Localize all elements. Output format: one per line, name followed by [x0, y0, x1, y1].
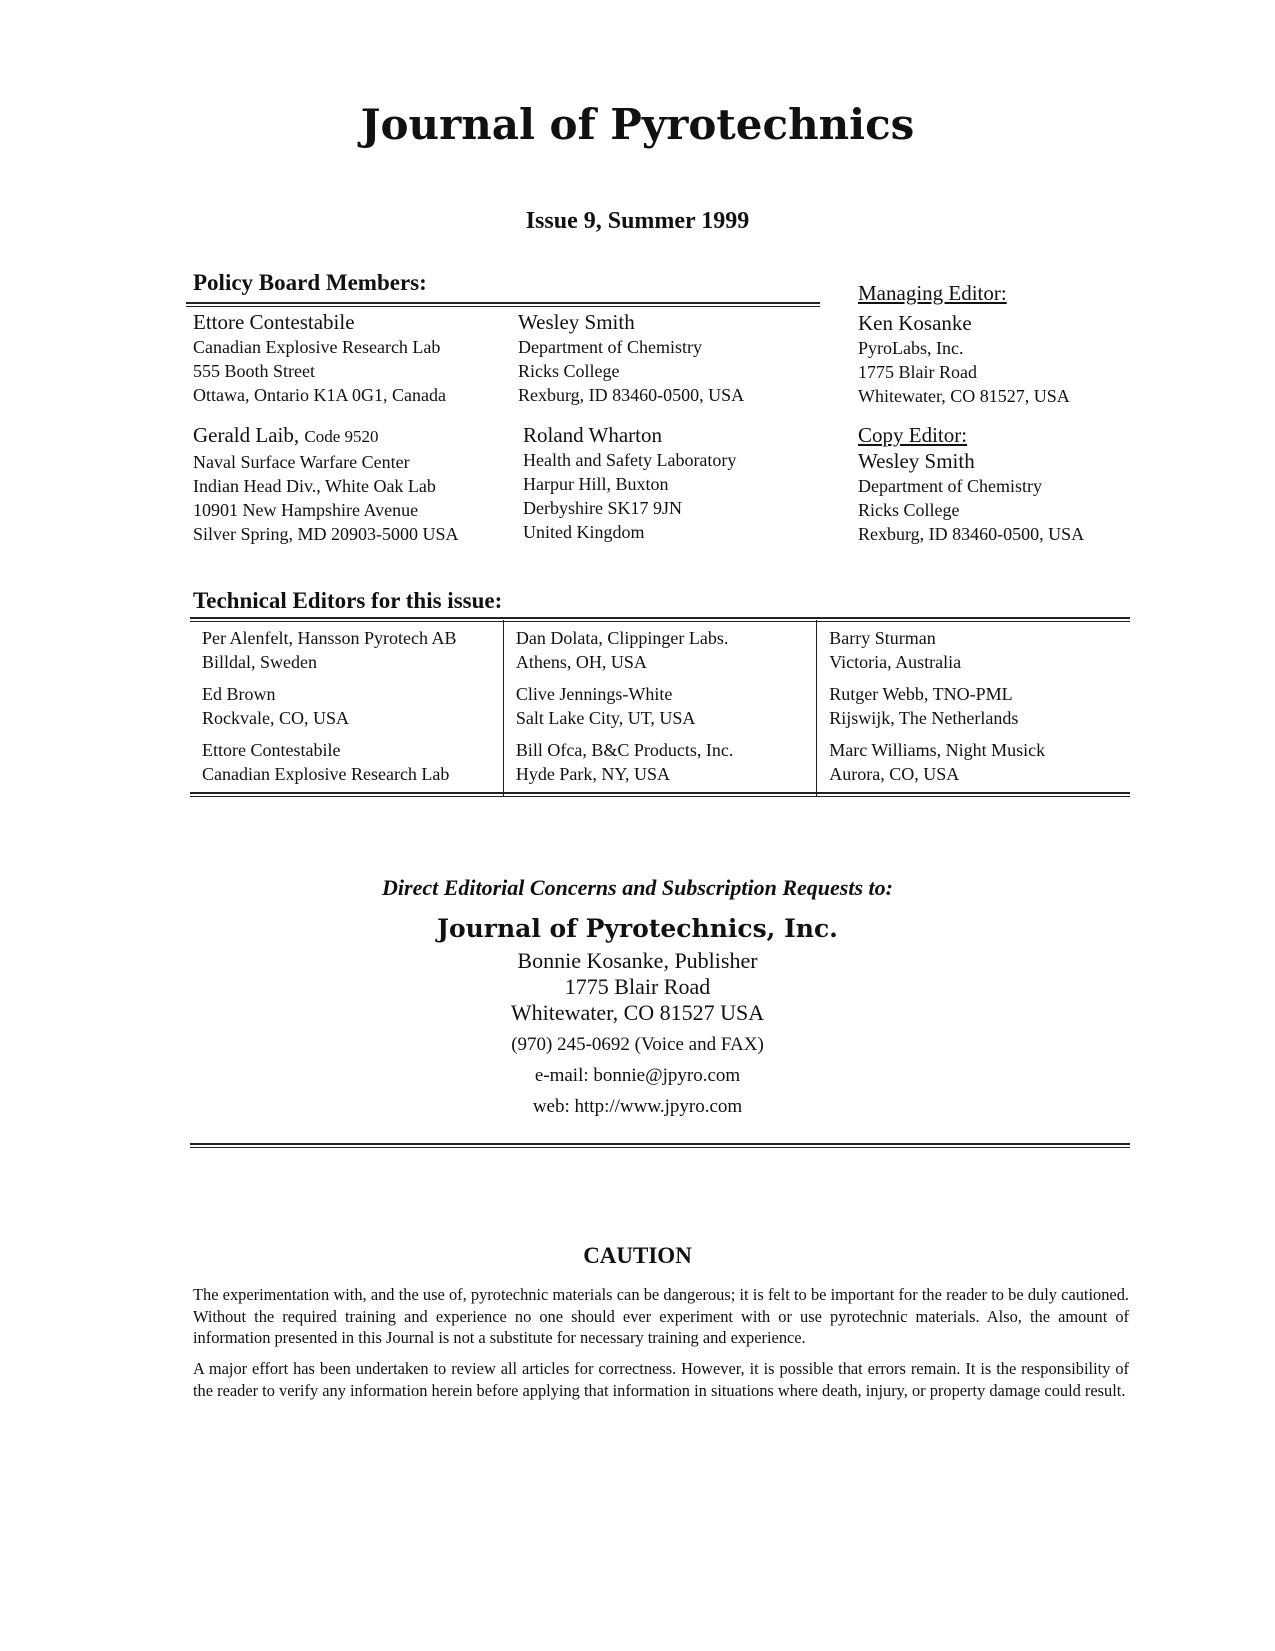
- publisher-phone: (970) 245-0692 (Voice and FAX): [511, 1034, 764, 1055]
- member-address-line: Canadian Explosive Research Lab: [193, 337, 441, 357]
- editor-location: Victoria, Australia: [829, 652, 962, 672]
- member-name-row: [193, 422, 513, 450]
- caution-paragraph: A major effort has been undertaken to review all articles for correctness. However, it is possible that errors remain. It is the responsibility of the reader to verify any information herein before applying that information in situations where death, injury, or property damage could result.: [193, 1359, 1129, 1400]
- copy-editor-line: Rexburg, ID 83460-0500, USA: [858, 524, 1085, 544]
- member-address-line: United Kingdom: [523, 522, 645, 542]
- editor-name: Clive Jennings-White: [515, 684, 673, 704]
- editor-location: Aurora, CO, USA: [829, 764, 960, 784]
- copy-editor-block: [858, 423, 1188, 546]
- editor-name: Dan Dolata, Clippinger Labs.: [515, 628, 729, 648]
- member-address-line: Health and Safety Laboratory: [523, 450, 737, 470]
- list-item: [202, 682, 493, 730]
- list-item: [516, 626, 806, 674]
- issue-line: Issue 9, Summer 1999: [525, 208, 750, 234]
- list-item: [516, 738, 806, 786]
- direct-requests-line: Direct Editorial Concerns and Subscription Requests to:: [382, 875, 893, 900]
- member-address-line: Derbyshire SK17 9JN: [523, 498, 682, 518]
- member-name: Wesley Smith: [518, 310, 635, 334]
- publisher-line: Whitewater, CO 81527 USA: [510, 1000, 765, 1025]
- list-item: [829, 738, 1120, 786]
- list-item: [202, 738, 493, 786]
- policy-board-heading: Policy Board Members:: [193, 270, 427, 295]
- table-row: [190, 620, 1130, 796]
- list-item: [516, 682, 806, 730]
- editor-name: Barry Sturman: [829, 628, 936, 648]
- member-address-line: Ottawa, Ontario K1A 0G1, Canada: [193, 385, 446, 405]
- member-name: Roland Wharton: [523, 423, 663, 447]
- managing-editor-block: [858, 281, 1188, 408]
- publisher-line: Bonnie Kosanke, Publisher: [517, 948, 758, 973]
- caution-paragraph: The experimentation with, and the use of, pyrotechnic materials can be dangerous; it is felt to be important for the reader to be duly cautioned. Without the required training and experience no one should ever experiment with or use pyrotechnic materials. Also, the amount of information presented in this Journal is not a substitute for necessary training and experience.: [193, 1285, 1129, 1347]
- managing-editor-name: Ken Kosanke: [858, 311, 972, 335]
- journal-title: Journal of Pyrotechnics: [360, 100, 915, 149]
- editor-location: Hyde Park, NY, USA: [515, 764, 671, 784]
- publisher-address: [0, 948, 1275, 1026]
- publisher-email[interactable]: e-mail: bonnie@jpyro.com: [534, 1065, 741, 1086]
- member-address-line: Department of Chemistry: [518, 337, 702, 357]
- member-name: Gerald Laib,: [193, 423, 300, 447]
- managing-editor-heading: Managing Editor:: [858, 281, 1007, 305]
- editor-name: Marc Williams, Night Musick: [829, 740, 1046, 760]
- editor-name: Bill Ofca, B&C Products, Inc.: [515, 740, 734, 760]
- member-address-line: Naval Surface Warfare Center: [193, 452, 410, 472]
- editor-location: Billdal, Sweden: [202, 652, 317, 672]
- publisher-line: 1775 Blair Road: [564, 974, 711, 999]
- editor-location: Rockvale, CO, USA: [202, 708, 349, 728]
- managing-editor-line: 1775 Blair Road: [858, 362, 977, 382]
- editor-name: Ed Brown: [202, 684, 276, 704]
- policy-member-wharton: [523, 422, 823, 544]
- policy-member-laib: [193, 422, 513, 546]
- member-address-line: Rexburg, ID 83460-0500, USA: [518, 385, 745, 405]
- copy-editor-name: Wesley Smith: [858, 449, 975, 473]
- policy-board-rule: [186, 302, 820, 307]
- editor-name: Rutger Webb, TNO-PML: [829, 684, 1013, 704]
- copy-editor-line: Ricks College: [858, 500, 960, 520]
- member-address-line: Ricks College: [518, 361, 620, 381]
- publisher-web[interactable]: web: http://www.jpyro.com: [532, 1096, 743, 1117]
- technical-editors-column: [503, 620, 816, 796]
- list-item: [202, 626, 493, 674]
- caution-heading: CAUTION: [583, 1243, 692, 1268]
- member-address-line: 10901 New Hampshire Avenue: [193, 500, 419, 520]
- technical-editors-column: [190, 620, 503, 796]
- editor-name: Ettore Contestabile: [202, 740, 341, 760]
- copy-editor-line: Department of Chemistry: [858, 476, 1042, 496]
- copy-editor-heading: Copy Editor:: [858, 423, 968, 447]
- technical-editors-bottom-rule: [190, 792, 1130, 797]
- editor-location: Canadian Explosive Research Lab: [202, 764, 450, 784]
- technical-editors-table: [190, 620, 1130, 796]
- member-address-line: Harpur Hill, Buxton: [523, 474, 669, 494]
- editor-location: Salt Lake City, UT, USA: [515, 708, 696, 728]
- editor-location: Athens, OH, USA: [515, 652, 647, 672]
- list-item: [829, 626, 1120, 674]
- policy-member-smith: [518, 309, 818, 407]
- list-item: [829, 682, 1120, 730]
- member-name: Ettore Contestabile: [193, 310, 355, 334]
- editor-name: Per Alenfelt, Hansson Pyrotech AB: [202, 628, 457, 648]
- policy-member-contestabile: [193, 309, 503, 407]
- managing-editor-line: PyroLabs, Inc.: [858, 338, 964, 358]
- technical-editors-heading: Technical Editors for this issue:: [193, 588, 503, 613]
- member-address-line: Silver Spring, MD 20903-5000 USA: [193, 524, 459, 544]
- editor-location: Rijswijk, The Netherlands: [829, 708, 1019, 728]
- publisher-company: Journal of Pyrotechnics, Inc.: [437, 914, 838, 943]
- member-address-line: 555 Booth Street: [193, 361, 315, 381]
- technical-editors-column: [817, 620, 1130, 796]
- member-address-line: Indian Head Div., White Oak Lab: [193, 476, 436, 496]
- managing-editor-line: Whitewater, CO 81527, USA: [858, 386, 1070, 406]
- member-code: Code 9520: [304, 427, 379, 446]
- publisher-rule: [190, 1143, 1130, 1148]
